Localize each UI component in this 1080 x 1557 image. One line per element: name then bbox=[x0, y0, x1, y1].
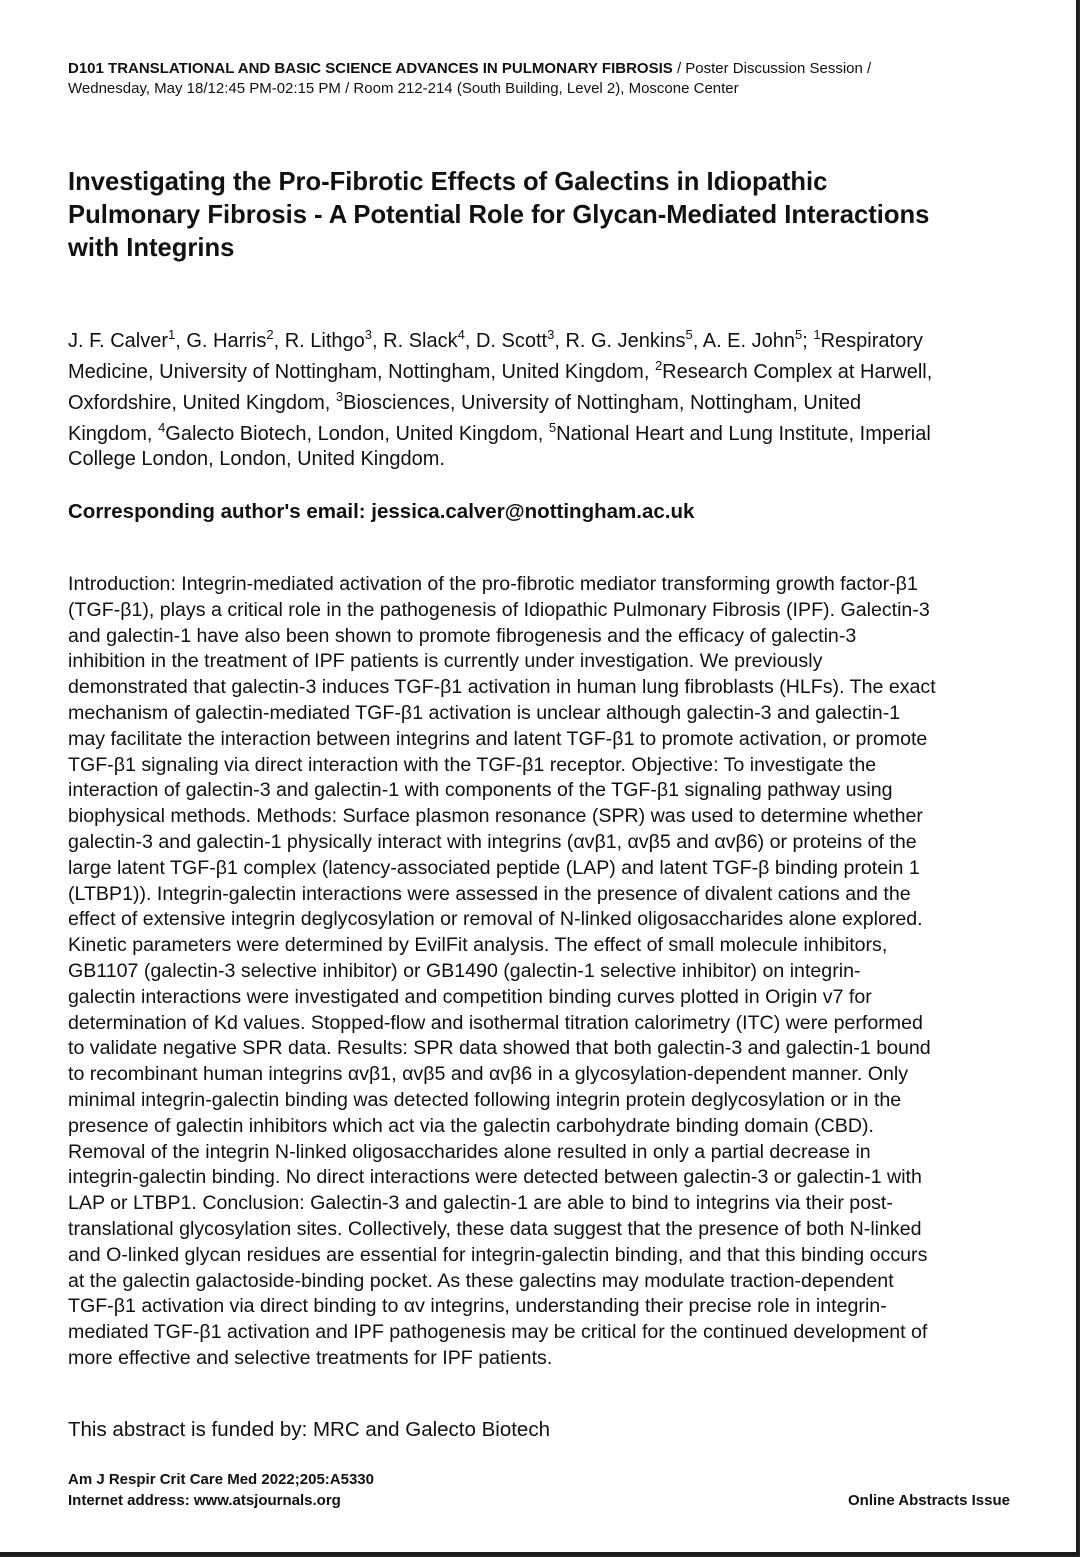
author-line-2 bbox=[68, 357, 1058, 388]
abstract-line: galectin-3 and galectin-1 physically interact with integrins (αvβ1, αvβ5 and αvβ6) or proteins of the bbox=[68, 830, 917, 853]
abstract-line: (LTBP1)). Integrin-galectin interactions were assessed in the presence of divalent cations and the bbox=[68, 882, 911, 905]
affiliation-marker: 5 bbox=[685, 327, 693, 342]
abstract-line: demonstrated that galectin-3 induces TGF-β1 activation in human lung fibroblasts (HLFs). The exact bbox=[68, 676, 936, 699]
affiliation-marker: 2 bbox=[266, 327, 274, 342]
affiliation-marker: 5 bbox=[548, 420, 557, 435]
author-name: , D. Scott bbox=[464, 330, 548, 352]
abstract-line: to recombinant human integrins αvβ1, αvβ5 and αvβ6 in a glycosylation-dependent manner. Only bbox=[68, 1063, 909, 1086]
abstract-line: interaction of galectin-3 and galectin-1 with components of the TGF-β1 signaling pathway using bbox=[68, 779, 893, 802]
affiliation-marker: 2 bbox=[654, 358, 663, 373]
affiliation-text: Kingdom, bbox=[68, 423, 159, 445]
abstract-line: galectin interactions were investigated and competition binding curves plotted in Origin v7 for bbox=[68, 985, 872, 1008]
abstract-line: mechanism of galectin-mediated TGF-β1 activation is unclear although galectin-3 and galectin-1 bbox=[68, 701, 901, 724]
abstract-line: GB1107 (galectin-3 selective inhibitor) or GB1490 (galectin-1 selective inhibitor) on integrin- bbox=[68, 959, 861, 982]
separator: ; bbox=[802, 330, 814, 352]
author-line-5: College London, London, United Kingdom. bbox=[68, 448, 445, 470]
abstract-line: integrin-galectin binding. No direct interactions were detected between galectin-3 or galectin-1 with bbox=[68, 1166, 922, 1189]
abstract-line: may facilitate the interaction between integrins and latent TGF-β1 to promote activation, or promote bbox=[68, 727, 928, 750]
abstract-line: at the galectin galactoside-binding pocket. As these galectins may modulate traction-dependent bbox=[68, 1269, 894, 1292]
affiliation-text: Oxfordshire, United Kingdom, bbox=[68, 392, 336, 414]
affiliation-text: Respiratory bbox=[820, 330, 923, 352]
affiliation-marker: 3 bbox=[547, 327, 555, 342]
author-line-3 bbox=[68, 388, 1058, 419]
citation-line: Am J Respir Crit Care Med 2022;205:A5330 bbox=[68, 1471, 374, 1488]
author-line-1 bbox=[68, 326, 1058, 357]
author-name: , G. Harris bbox=[175, 330, 267, 352]
abstract-line: minimal integrin-galectin binding was detected following integrin protein deglycosylation or in the bbox=[68, 1088, 902, 1111]
title-line-2: Pulmonary Fibrosis - A Potential Role for Glycan-Mediated Interactions bbox=[68, 201, 930, 229]
affiliation-marker: 4 bbox=[457, 327, 465, 342]
abstract-line: large latent TGF-β1 complex (latency-associated peptide (LAP) and latent TGF-β binding protein 1 bbox=[68, 856, 920, 879]
abstract-line: Introduction: Integrin-mediated activation of the pro-fibrotic mediator transforming growth factor-β1 bbox=[68, 573, 918, 595]
abstract-line: translational glycosylation sites. Collectively, these data suggest that the presence of both N-linked bbox=[68, 1217, 922, 1240]
title-line-1: Investigating the Pro-Fibrotic Effects of Galectins in Idiopathic bbox=[68, 168, 828, 196]
session-line-1 bbox=[68, 59, 1028, 79]
abstract-line: biophysical methods. Methods: Surface plasmon resonance (SPR) was used to determine whether bbox=[68, 805, 923, 828]
issue-label: Online Abstracts Issue bbox=[848, 1492, 1010, 1509]
session-name: D101 TRANSLATIONAL AND BASIC SCIENCE ADVANCES IN PULMONARY FIBROSIS bbox=[68, 60, 673, 77]
paper-title bbox=[68, 166, 1058, 265]
affiliation-marker: 3 bbox=[335, 389, 344, 404]
affiliation-text: Medicine, University of Nottingham, Nottingham, United Kingdom, bbox=[68, 361, 655, 383]
affiliation-marker: 3 bbox=[364, 327, 373, 342]
funding-statement: This abstract is funded by: MRC and Galecto Biotech bbox=[68, 1418, 550, 1441]
abstract-body bbox=[68, 572, 1068, 1372]
author-name: , R. Lithgo bbox=[273, 330, 365, 352]
affiliation-text: Galecto Biotech, London, United Kingdom, bbox=[165, 423, 549, 445]
abstract-line: inhibition in the treatment of IPF patients is currently under investigation. We previously bbox=[68, 650, 823, 673]
session-header bbox=[68, 59, 1028, 99]
affiliation-text: Biosciences, University of Nottingham, Nottingham, United bbox=[343, 392, 862, 414]
abstract-line: to validate negative SPR data. Results: SPR data showed that both galectin-3 and galectin-1 bound bbox=[68, 1037, 931, 1060]
session-line-2: Wednesday, May 18/12:45 PM-02:15 PM / Room 212-214 (South Building, Level 2), Moscone Center bbox=[68, 80, 739, 97]
abstract-line: and galectin-1 have also been shown to promote fibrogenesis and the efficacy of galectin-3 bbox=[68, 624, 857, 647]
affiliation-marker: 5 bbox=[795, 327, 803, 342]
affiliation-text: National Heart and Lung Institute, Imperial bbox=[556, 423, 931, 445]
abstract-line: TGF-β1 activation via direct binding to αv integrins, understanding their precise role in integrin- bbox=[68, 1295, 887, 1318]
affiliation-marker: 1 bbox=[168, 327, 176, 342]
author-name: J. F. Calver bbox=[68, 330, 169, 352]
abstract-line: Removal of the integrin N-linked oligosaccharides alone resulted in only a partial decrease in bbox=[68, 1140, 871, 1163]
internet-address: Internet address: www.atsjournals.org bbox=[68, 1492, 341, 1509]
author-name: , A. E. John bbox=[692, 330, 796, 352]
journal-citation bbox=[68, 1469, 668, 1511]
abstract-line: determination of Kd values. Stopped-flow and isothermal titration calorimetry (ITC) were performed bbox=[68, 1011, 923, 1034]
abstract-line: mediated TGF-β1 activation and IPF pathogenesis may be critical for the continued development of bbox=[68, 1321, 928, 1344]
abstract-line: TGF-β1 signaling via direct interaction with the TGF-β1 receptor. Objective: To investigate the bbox=[68, 753, 877, 776]
abstract-line: more effective and selective treatments for IPF patients. bbox=[68, 1346, 553, 1369]
abstract-line: effect of extensive integrin deglycosylation or removal of N-linked oligosaccharides alone explored. bbox=[68, 908, 923, 931]
abstract-line: presence of galectin inhibitors which act via the galectin carbohydrate binding domain (CBD). bbox=[68, 1114, 874, 1137]
title-line-3: with Integrins bbox=[68, 234, 235, 262]
affiliation-marker: 4 bbox=[158, 420, 166, 435]
abstract-line: (TGF-β1), plays a critical role in the pathogenesis of Idiopathic Pulmonary Fibrosis (IPF). Galectin-3 bbox=[68, 598, 930, 621]
session-type: / Poster Discussion Session / bbox=[672, 60, 872, 77]
corresponding-email: Corresponding author's email: jessica.calver@nottingham.ac.uk bbox=[68, 500, 695, 523]
abstract-line: LAP or LTBP1. Conclusion: Galectin-3 and galectin-1 are able to bind to integrins via their post- bbox=[68, 1192, 893, 1215]
author-list bbox=[68, 326, 1058, 475]
abstract-line: and O-linked glycan residues are essential for integrin-galectin binding, and that this binding occurs bbox=[68, 1243, 928, 1266]
author-name: , R. G. Jenkins bbox=[554, 330, 686, 352]
author-name: , R. Slack bbox=[372, 330, 458, 352]
abstract-line: Kinetic parameters were determined by EvilFit analysis. The effect of small molecule inhibitors, bbox=[68, 934, 888, 957]
affiliation-marker: 1 bbox=[813, 327, 821, 342]
affiliation-text: Research Complex at Harwell, bbox=[662, 361, 933, 383]
